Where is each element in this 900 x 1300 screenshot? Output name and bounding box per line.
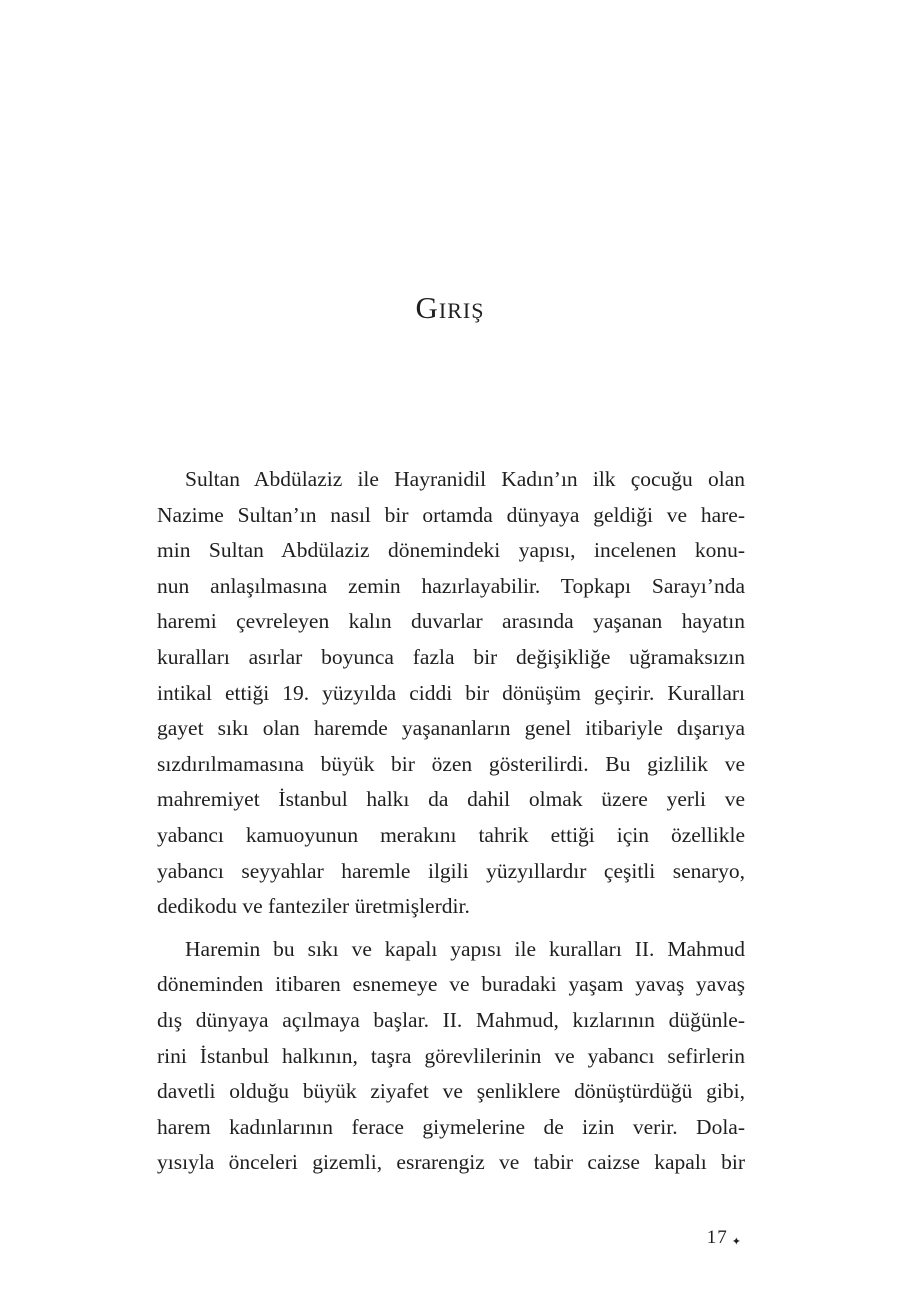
page-number: 17 [706,1227,728,1248]
text-line: yabancı kamuoyunun merakını tahrik ettiği için özellikle [157,822,745,847]
text-line: intikal ettiği 19. yüzyılda ciddi bir dönüşüm geçirir. Kuralları [157,680,745,705]
text-line: yısıyla önceleri gizemli, esrarengiz ve tabir caizse kapalı bir [157,1150,745,1175]
star-ornament-icon: ✦ [731,1236,742,1248]
text-line: davetli olduğu büyük ziyafet ve şenliklere dönüştürdüğü gibi, [157,1079,745,1104]
text-line: Haremin bu sıkı ve kapalı yapısı ile kuralları II. Mahmud [185,936,745,961]
text-line: min Sultan Abdülaziz dönemindeki yapısı, incelenen konu- [157,538,745,563]
text-line: döneminden itibaren esnemeye ve buradaki yaşam yavaş yavaş [157,972,745,997]
text-line: kuralları asırlar boyunca fazla bir değişikliğe uğramaksızın [157,644,745,669]
page-footer [707,1226,742,1252]
text-line: sızdırılmamasına büyük bir özen gösterilirdi. Bu gizlilik ve [157,751,745,776]
body-text [157,462,745,1181]
paragraph-1 [157,462,745,925]
chapter-title: Giriş [415,290,485,325]
text-line: rini İstanbul halkının, taşra görevlilerinin ve yabancı sefirlerin [157,1043,745,1068]
text-line: gayet sıkı olan haremde yaşananların genel itibariyle dışarıya [157,716,745,741]
text-line: dedikodu ve fanteziler üretmişlerdir. [157,894,470,919]
text-line: harem kadınlarının ferace giymelerine de izin verir. Dola- [157,1114,745,1139]
text-line: Nazime Sultan’ın nasıl bir ortamda dünyaya geldiği ve hare- [157,502,745,527]
text-line: yabancı seyyahlar haremle ilgili yüzyıllardır çeşitli senaryo, [157,858,745,883]
text-line: mahremiyet İstanbul halkı da dahil olmak üzere yerli ve [157,787,745,812]
text-line: haremi çevreleyen kalın duvarlar arasında yaşanan hayatın [157,609,745,634]
text-line: Sultan Abdülaziz ile Hayranidil Kadın’ın ilk çocuğu olan [185,467,745,491]
text-line: dış dünyaya açılmaya başlar. II. Mahmud, kızlarının düğünle- [157,1007,745,1032]
text-line: nun anlaşılmasına zemin hazırlayabilir. Topkapı Sarayı’nda [157,573,745,598]
paragraph-2 [157,932,745,1181]
